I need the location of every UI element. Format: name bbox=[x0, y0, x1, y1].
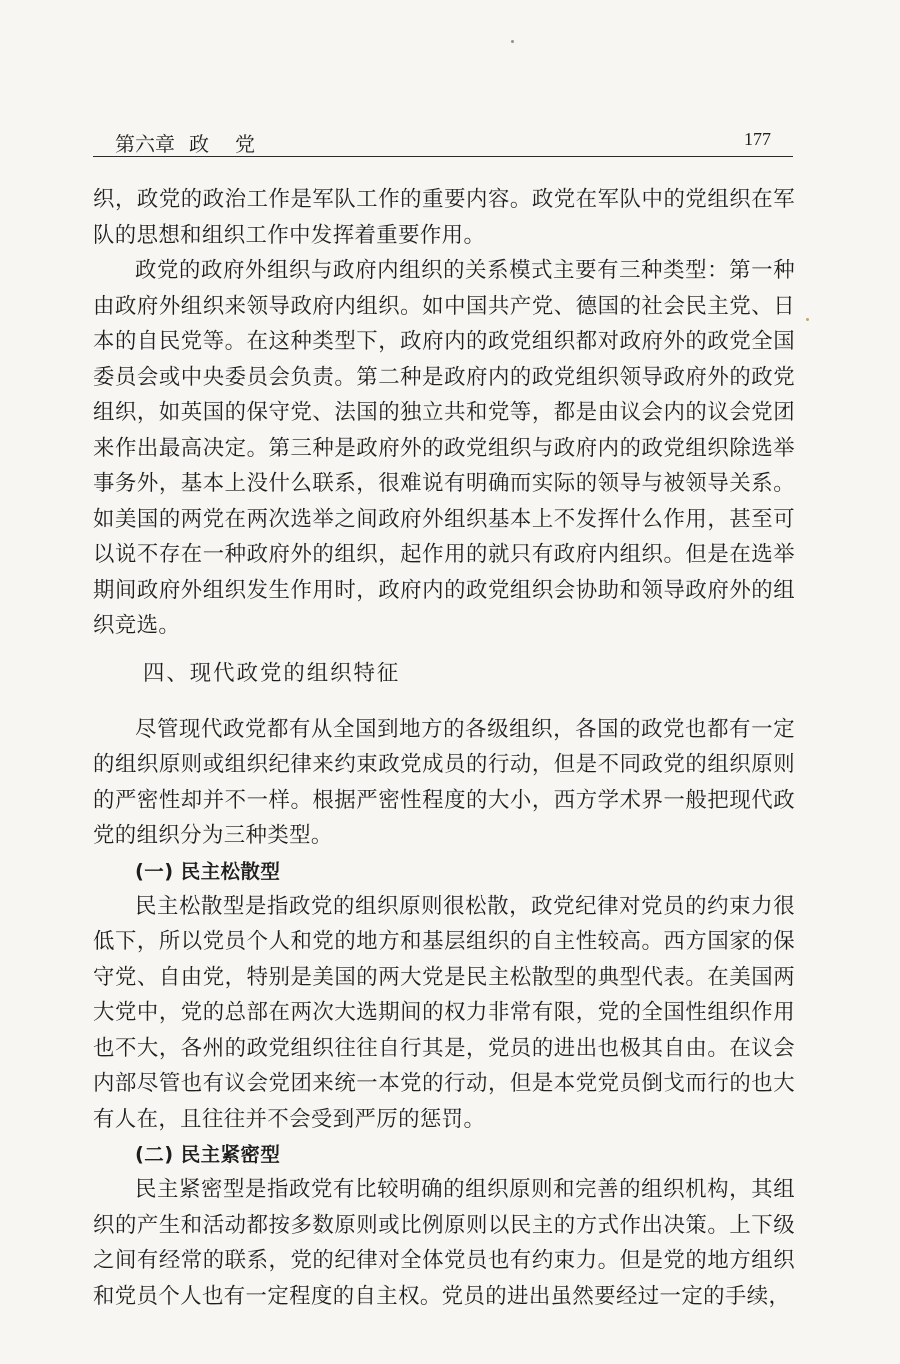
body-text bbox=[93, 182, 795, 1314]
paragraph: 政党的政府外组织与政府内组织的关系模式主要有三种类型：第一种由政府外组织来领导政府内组织。如中国共产党、德国的社会民主党、日本的自民党等。在这种类型下，政府内的政党组织都对政府外的政党全国委员会或中央委员会负责。第二种是政府内的政党组织领导政府外的政党组织，如英国的保守党、法国的独立共和党等，都是由议会内的议会党团来作出最高决定。第三种是政府外的政党组织与政府内的政党组织除选举事务外，基本上没什么联系，很难说有明确而实际的领导与被领导关系。如美国的两党在两次选举之间政府外组织基本上不发挥什么作用，甚至可以说不存在一种政府外的组织，起作用的就只有政府内组织。但是在选举期间政府外组织发生作用时，政府内的政党组织会协助和领导政府外的组织竞选。 bbox=[93, 258, 795, 638]
subsection-heading: (一) 民主松散型 bbox=[135, 859, 281, 883]
paragraph: 民主紧密型是指政党有比较明确的组织原则和完善的组织机构，其组织的产生和活动都按多数原则或比例原则以民主的方式作出决策。上下级之间有经常的联系，党的纪律对全体党员也有约束力。但是党的地方组织和党员个人也有一定程度的自主权。党员的进出虽然要经过一定的手续， bbox=[93, 1177, 795, 1309]
paper-speck bbox=[511, 40, 514, 43]
chapter-title bbox=[115, 128, 281, 157]
paragraph: 织，政党的政治工作是军队工作的重要内容。政党在军队中的党组织在军队的思想和组织工作中发挥着重要作用。 bbox=[93, 187, 795, 248]
running-header bbox=[93, 122, 793, 157]
subsection-heading: (二) 民主紧密型 bbox=[135, 1143, 281, 1166]
chapter-name: 政党 bbox=[189, 132, 281, 156]
page-number: 177 bbox=[744, 129, 771, 149]
chapter-number: 第六章 bbox=[115, 132, 175, 156]
paragraph: 民主松散型是指政党的组织原则很松散，政党纪律对党员的约束力很低下，所以党员个人和党的地方和基层组织的自主性较高。西方国家的保守党、自由党，特别是美国的两大党是民主松散型的典型代表。在美国两大党中，党的总部在两次大选期间的权力非常有限，党的全国性组织作用也不大，各州的政党组织往往自行其是，党员的进出也极其自由。在议会内部尽管也有议会党团来统一本党的行动，但是本党党员倒戈而行的也大有人在，且往往并不会受到严厉的惩罚。 bbox=[93, 893, 795, 1132]
paper-speck bbox=[806, 318, 809, 321]
section-heading: 四、现代政党的组织特征 bbox=[143, 660, 401, 686]
paragraph: 尽管现代政党都有从全国到地方的各级组织，各国的政党也都有一定的组织原则或组织纪律来约束政党成员的行动，但是不同政党的组织原则的严密性却并不一样。根据严密性程度的大小，西方学术界一般把现代政党的组织分为三种类型。 bbox=[93, 716, 795, 848]
